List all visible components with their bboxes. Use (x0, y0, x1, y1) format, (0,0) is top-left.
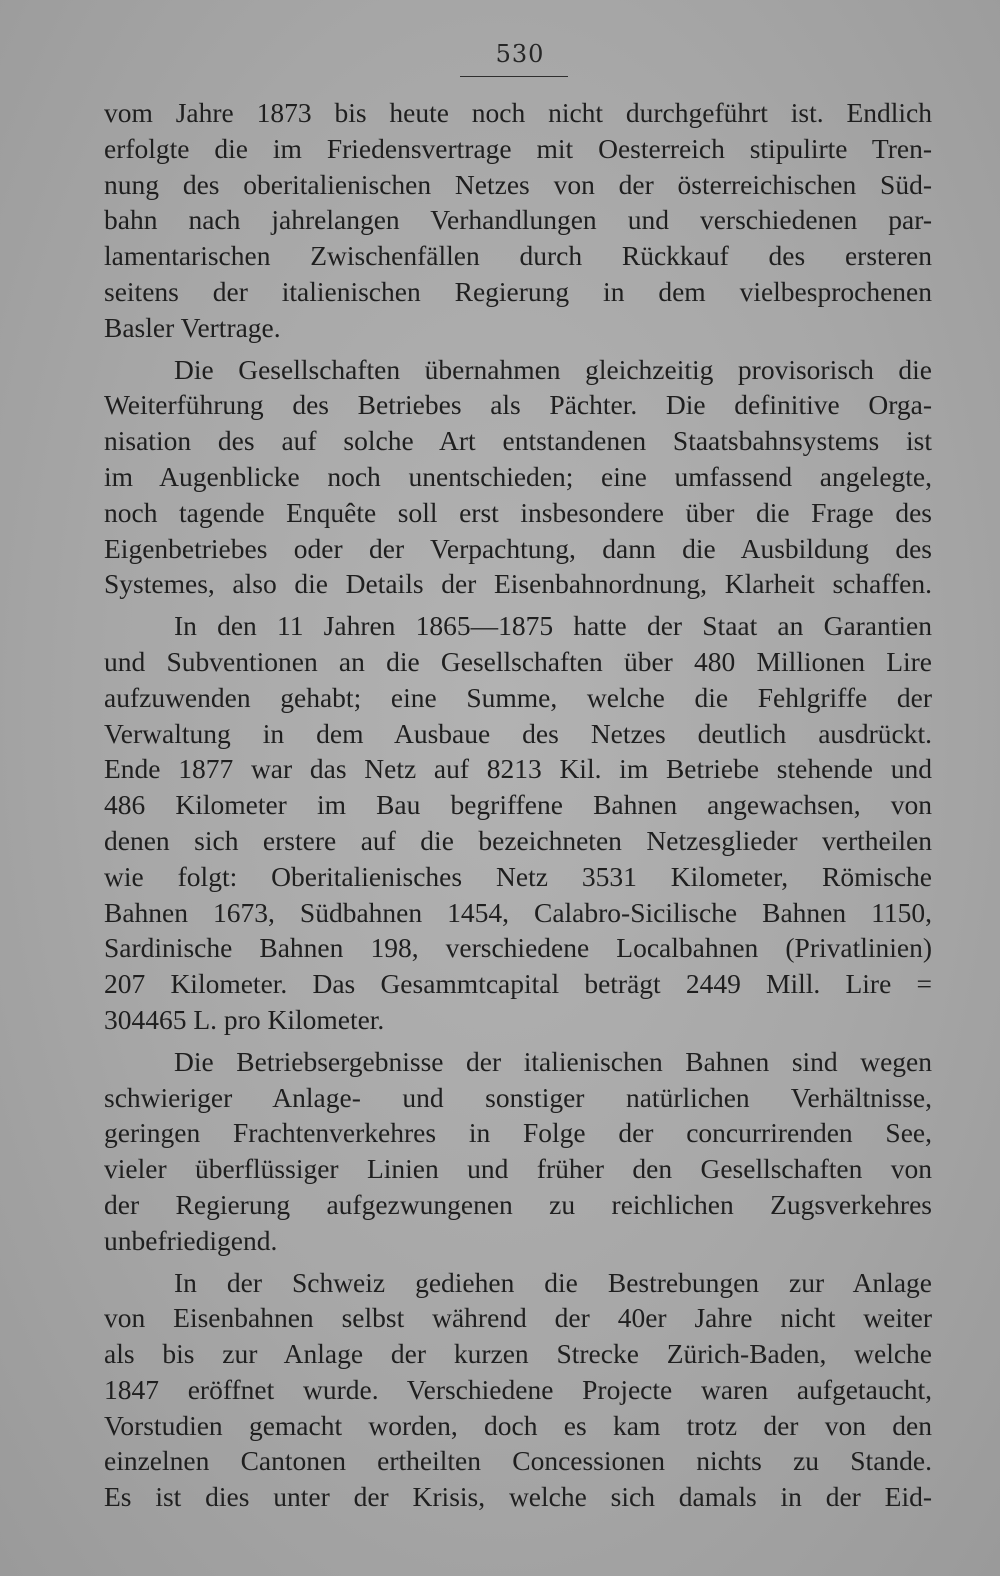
paragraph-2 (104, 352, 932, 603)
body-text (104, 95, 932, 1521)
text-line: vieler überflüssiger Linien und früher den Gesellschaften von (104, 1153, 932, 1185)
text-line: 486 Kilometer im Bau begriffene Bahnen angewachsen, von (104, 789, 932, 821)
text-line: In den 11 Jahren 1865—1875 hatte der Staat an Garantien (174, 610, 932, 642)
paragraph-3 (104, 608, 932, 1038)
text-line: vom Jahre 1873 bis heute noch nicht durchgeführt ist. Endlich (104, 97, 932, 128)
paragraph-5 (104, 1265, 932, 1516)
text-line: aufzuwenden gehabt; eine Summe, welche die Fehlgriffe der (104, 681, 932, 713)
text-line: geringen Frachtenverkehres in Folge der concurrirenden See, (104, 1117, 932, 1149)
text-line: Die Betriebsergebnisse der italienischen Bahnen sind wegen (174, 1045, 932, 1077)
page-number-rule (460, 76, 568, 77)
text-line: Vorstudien gemacht worden, doch es kam trotz der von den (104, 1409, 932, 1441)
text-line: 207 Kilometer. Das Gesammtcapital beträgt 2449 Mill. Lire = (104, 968, 932, 1000)
text-line: von Eisenbahnen selbst während der 40er Jahre nicht weiter (104, 1302, 932, 1334)
text-line: einzelnen Cantonen ertheilten Concessionen nichts zu Stande. (104, 1445, 932, 1477)
text-line: als bis zur Anlage der kurzen Strecke Zürich-Baden, welche (104, 1338, 932, 1370)
text-line: und Subventionen an die Gesellschaften über 480 Millionen Lire (104, 645, 932, 677)
text-line: Ende 1877 war das Netz auf 8213 Kil. im Betriebe stehende und (104, 753, 932, 785)
text-line: erfolgte die im Friedensvertrage mit Oesterreich stipulirte Tren- (104, 132, 932, 164)
text-line: unbefriedigend. (104, 1224, 278, 1256)
text-line: Sardinische Bahnen 198, verschiedene Localbahnen (Privatlinien) (104, 932, 932, 964)
text-line: nisation des auf solche Art entstandenen Staatsbahnsystems ist (104, 425, 932, 457)
text-line: im Augenblicke noch unentschieden; eine umfassend angelegte, (104, 460, 932, 492)
text-line: schwieriger Anlage- und sonstiger natürlichen Verhältnisse, (104, 1081, 932, 1113)
text-line: 1847 eröffnet wurde. Verschiedene Projecte waren aufgetaucht, (104, 1373, 932, 1405)
text-line: seitens der italienischen Regierung in dem vielbesprochenen (104, 275, 932, 307)
text-line: Systemes, also die Details der Eisenbahnordnung, Klarheit schaffen. (104, 568, 932, 600)
text-line: In der Schweiz gediehen die Bestrebungen zur Anlage (174, 1266, 932, 1298)
text-line: denen sich erstere auf die bezeichneten Netzesglieder vertheilen (104, 824, 932, 856)
text-line: bahn nach jahrelangen Verhandlungen und verschiedenen par- (104, 204, 932, 236)
text-line: der Regierung aufgezwungenen zu reichlichen Zugsverkehres (104, 1188, 932, 1220)
paragraph-4 (104, 1044, 932, 1259)
text-line: Eigenbetriebes oder der Verpachtung, dann die Ausbildung des (104, 532, 932, 564)
text-line: Es ist dies unter der Krisis, welche sich damals in der Eid- (104, 1481, 932, 1513)
text-line: nung des oberitalienischen Netzes von der österreichischen Süd- (104, 168, 932, 200)
text-line: Die Gesellschaften übernahmen gleichzeitig provisorisch die (174, 353, 932, 385)
text-line: Verwaltung in dem Ausbaue des Netzes deutlich ausdrückt. (104, 717, 932, 749)
text-line: Basler Vertrage. (104, 311, 281, 343)
text-line: Bahnen 1673, Südbahnen 1454, Calabro-Sicilische Bahnen 1150, (104, 896, 932, 928)
text-line: wie folgt: Oberitalienisches Netz 3531 Kilometer, Römische (104, 860, 932, 892)
text-line: Weiterführung des Betriebes als Pächter. Die definitive Orga- (104, 389, 932, 421)
paragraph-1 (104, 95, 932, 346)
page-number: 530 (495, 40, 545, 68)
text-line: lamentarischen Zwischenfällen durch Rückkauf des ersteren (104, 240, 932, 272)
text-line: 304465 L. pro Kilometer. (104, 1003, 385, 1035)
text-line: noch tagende Enquête soll erst insbesondere über die Frage des (104, 496, 932, 528)
